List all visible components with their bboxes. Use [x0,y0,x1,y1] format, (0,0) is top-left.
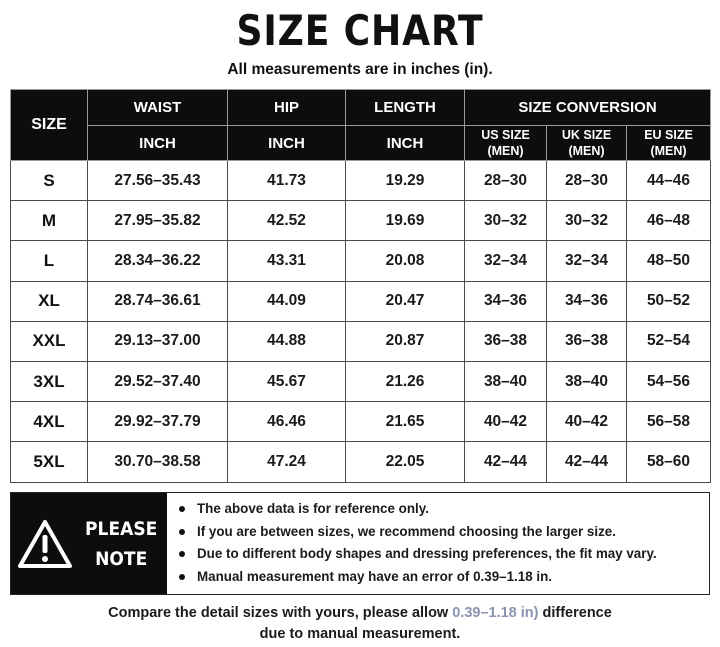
note-list [167,493,657,594]
length-cell: 19.29 [346,161,465,201]
hip-cell: 46.46 [228,402,346,442]
size-cell: XL [11,281,88,321]
uk-size-cell: 42–44 [547,442,627,482]
uk-size-cell: 38–40 [547,361,627,401]
uk-size-cell: 34–36 [547,281,627,321]
header-length-unit: INCH [346,126,465,161]
header-waist-unit: INCH [88,126,228,161]
length-cell: 20.87 [346,321,465,361]
warning-triangle-icon [17,518,73,570]
list-item: If you are between sizes, we recommend choosing the larger size. [179,521,657,544]
header-waist: WAIST [88,90,228,126]
us-size-cell: 42–44 [465,442,547,482]
us-size-cell: 34–36 [465,281,547,321]
waist-cell: 30.70–38.58 [88,442,228,482]
length-cell: 21.26 [346,361,465,401]
table-row [11,402,711,442]
eu-size-cell: 46–48 [627,201,711,241]
header-size-conversion: SIZE CONVERSION [465,90,711,126]
table-row [11,241,711,281]
us-size-cell: 28–30 [465,161,547,201]
eu-size-cell: 58–60 [627,442,711,482]
size-cell: L [11,241,88,281]
size-cell: 3XL [11,361,88,401]
page-title: SIZE CHART [236,6,484,55]
hip-cell: 43.31 [228,241,346,281]
length-cell: 22.05 [346,442,465,482]
hip-cell: 45.67 [228,361,346,401]
length-cell: 20.08 [346,241,465,281]
footer-note: Compare the detail sizes with yours, please allow 0.39–1.18 in) difference due to manual measurement. [108,605,612,642]
hip-cell: 44.88 [228,321,346,361]
us-size-cell: 30–32 [465,201,547,241]
bullet-icon [179,551,185,557]
eu-size-cell: 44–46 [627,161,711,201]
us-size-cell: 40–42 [465,402,547,442]
header-eu-size: EU SIZE (MEN) [627,126,711,161]
size-cell: S [11,161,88,201]
eu-size-cell: 54–56 [627,361,711,401]
bullet-icon [179,506,185,512]
footer-highlight: 0.39–1.18 in) [452,605,539,621]
uk-size-cell: 36–38 [547,321,627,361]
hip-cell: 44.09 [228,281,346,321]
table-row [11,442,711,482]
us-size-cell: 38–40 [465,361,547,401]
note-title: PLEASE NOTE [84,517,158,570]
list-item: Due to different body shapes and dressing preferences, the fit may vary. [179,543,657,566]
waist-cell: 29.52–37.40 [88,361,228,401]
hip-cell: 42.52 [228,201,346,241]
length-cell: 21.65 [346,402,465,442]
uk-size-cell: 32–34 [547,241,627,281]
eu-size-cell: 52–54 [627,321,711,361]
header-length: LENGTH [346,90,465,126]
eu-size-cell: 56–58 [627,402,711,442]
header-uk-size: UK SIZE (MEN) [547,126,627,161]
header-us-size: US SIZE (MEN) [465,126,547,161]
table-row [11,161,711,201]
header-hip: HIP [228,90,346,126]
size-chart-table [10,89,711,483]
size-cell: XXL [11,321,88,361]
list-item: Manual measurement may have an error of 0.39–1.18 in. [179,566,657,589]
waist-cell: 28.74–36.61 [88,281,228,321]
uk-size-cell: 40–42 [547,402,627,442]
uk-size-cell: 28–30 [547,161,627,201]
hip-cell: 47.24 [228,442,346,482]
please-note-box [10,492,710,595]
waist-cell: 29.13–37.00 [88,321,228,361]
note-header [11,493,167,594]
waist-cell: 27.56–35.43 [88,161,228,201]
waist-cell: 27.95–35.82 [88,201,228,241]
size-cell: 5XL [11,442,88,482]
length-cell: 20.47 [346,281,465,321]
length-cell: 19.69 [346,201,465,241]
page-subtitle: All measurements are in inches (in). [227,61,493,78]
waist-cell: 28.34–36.22 [88,241,228,281]
bullet-icon [179,574,185,580]
table-row [11,281,711,321]
header-size: SIZE [11,90,88,161]
hip-cell: 41.73 [228,161,346,201]
us-size-cell: 32–34 [465,241,547,281]
header-hip-unit: INCH [228,126,346,161]
table-row [11,321,711,361]
eu-size-cell: 50–52 [627,281,711,321]
size-cell: M [11,201,88,241]
waist-cell: 29.92–37.79 [88,402,228,442]
size-cell: 4XL [11,402,88,442]
table-row [11,361,711,401]
eu-size-cell: 48–50 [627,241,711,281]
list-item: The above data is for reference only. [179,498,657,521]
us-size-cell: 36–38 [465,321,547,361]
table-row [11,201,711,241]
bullet-icon [179,529,185,535]
uk-size-cell: 30–32 [547,201,627,241]
